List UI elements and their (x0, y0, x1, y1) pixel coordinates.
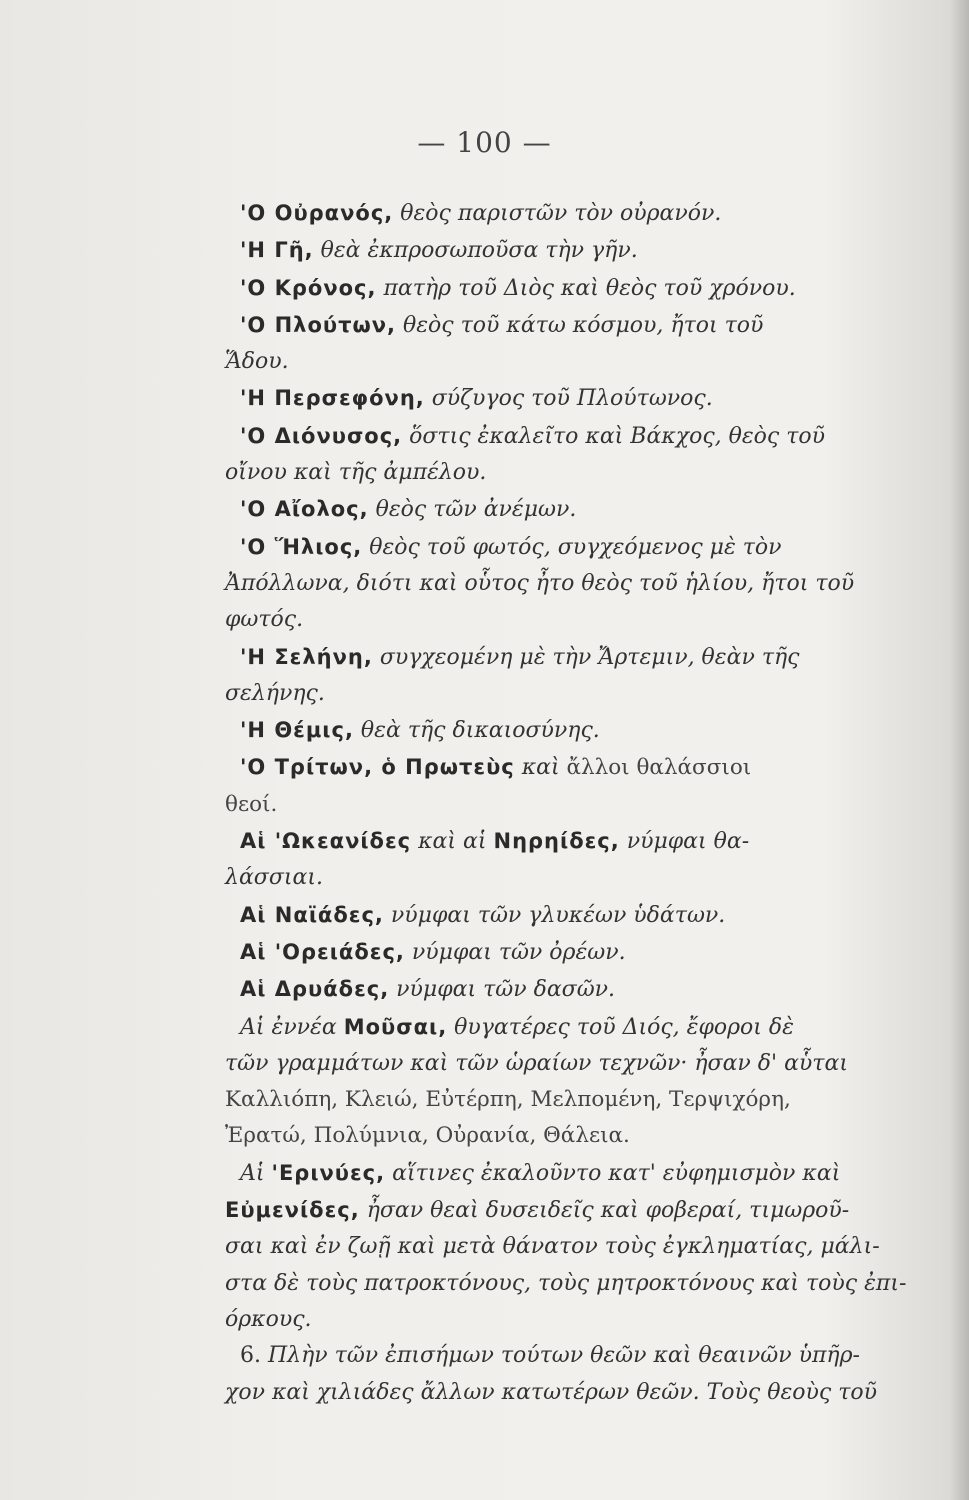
entry-text: νύμφαι θα- (619, 829, 750, 855)
entry-heading: Αἱ Ναϊάδες, (240, 902, 384, 927)
entry-heading: Νηρηίδες, (493, 829, 620, 854)
entry-continuation (225, 1192, 960, 1229)
entry-text: θυγατέρες τοῦ Διός, ἔφοροι δὲ (447, 1014, 794, 1040)
entry-selene (225, 639, 960, 676)
entry-heading: 'Ο Ἥλιος, (240, 534, 363, 559)
closing-paragraph (225, 1338, 960, 1374)
muses-names: Ἐρατώ, Πολύμνια, Οὐρανία, Θάλεια. (225, 1123, 630, 1149)
entry-kronos (225, 270, 960, 307)
entry-heading: Πρωτεὺς (396, 755, 515, 780)
entry-text: Αἱ (240, 1160, 272, 1186)
entry-naiades (225, 897, 960, 934)
entry-continuation: τῶν γραμμάτων καὶ τῶν ὡραίων τεχνῶν· ἦσαν δ' αὗται (225, 1050, 848, 1076)
entry-heading: 'Ο Αἴολος, (240, 497, 369, 522)
entry-continuation: Ἅδου. (225, 349, 289, 375)
entry-text: θεὰ ἐκπροσωποῦσα τὴν γῆν. (313, 238, 638, 264)
entry-oreiades (225, 934, 960, 971)
entry-text: Αἱ ἐννέα (240, 1014, 344, 1040)
entry-continuation: σαι καὶ ἐν ζωῇ καὶ μετὰ θάνατον τοὺς ἐγκληματίας, μάλι- (225, 1234, 880, 1260)
entry-heading: Αἱ Δρυάδες, (240, 977, 390, 1002)
entry-themis (225, 712, 960, 749)
entry-text: καὶ αἱ (411, 829, 494, 855)
entry-ouranos (225, 195, 960, 232)
page-body (225, 195, 960, 1411)
entry-plouton (225, 307, 960, 344)
entry-text: καὶ (514, 755, 560, 781)
entry-text: συγχεομένη μὲ τὴν Ἄρτεμιν, θεὰν τῆς (372, 644, 800, 670)
entry-heading: 'Η Γῆ, (240, 238, 314, 263)
entry-continuation: φωτός. (225, 607, 304, 633)
entry-text: ὅστις ἐκαλεῖτο καὶ Βάκχος, θεὸς τοῦ (402, 423, 826, 449)
page-number: — 100 — (417, 126, 552, 159)
entry-persephone (225, 380, 960, 417)
entry-text: νύμφαι τῶν δασῶν. (389, 977, 616, 1003)
entry-triton (225, 749, 960, 786)
entry-heading: Εὐμενίδες, (225, 1198, 360, 1223)
entry-continuation: στα δὲ τοὺς πατροκτόνους, τοὺς μητροκτόνους καὶ τοὺς ἐπι- (225, 1270, 907, 1296)
entry-text: θεὸς τοῦ κάτω κόσμου, ἤτοι τοῦ (396, 312, 764, 338)
entry-heading: 'Η Περσεφόνη, (240, 386, 425, 411)
entry-heading: 'Ο Οὐρανός, (240, 201, 394, 225)
entry-continuation: θεοί. (225, 791, 278, 817)
entry-aiolos (225, 491, 960, 528)
entry-heading: Αἱ 'Ωκεανίδες (240, 829, 412, 854)
entry-heading: 'Ο Διόνυσος, (240, 423, 403, 448)
entry-heading: 'Η Σελήνη, (240, 644, 373, 669)
entry-text: νύμφαι τῶν ὀρέων. (404, 939, 626, 965)
entry-continuation: Ἀπόλλωνα, διότι καὶ οὗτος ἦτο θεὸς τοῦ ἡλίου, ἤτοι τοῦ (225, 570, 855, 596)
paragraph-number: 6. (240, 1343, 261, 1369)
entry-dionysos (225, 418, 960, 455)
entry-text: σύζυγος τοῦ Πλούτωνος. (424, 386, 713, 412)
entry-heading: 'Ερινύες, (271, 1160, 386, 1185)
entry-oceanides (225, 823, 960, 860)
entry-heading: 'Ο Πλούτων, (240, 312, 397, 337)
entry-heading: Μοῦσαι, (343, 1014, 448, 1039)
entry-heading: 'Ο Κρόνος, (240, 275, 377, 300)
entry-heading: 'Ο Τρίτων, ὁ (240, 755, 397, 780)
entry-continuation: όρκους. (225, 1306, 312, 1332)
entry-heading: 'Η Θέμις, (240, 718, 354, 743)
entry-text: πατὴρ τοῦ Διὸς καὶ θεὸς τοῦ χρόνου. (376, 275, 796, 301)
entry-dryades (225, 971, 960, 1008)
entry-text: ἦσαν θεαὶ δυσειδεῖς καὶ φοβεραί, τιμωροῦ- (359, 1198, 850, 1224)
entry-text: αἵτινες ἐκαλοῦντο κατ' εὐφημισμὸν καὶ (385, 1160, 841, 1186)
entry-continuation: χον καὶ χιλιάδες ἄλλων κατωτέρων θεῶν. Τοὺς θεοὺς τοῦ (225, 1379, 877, 1405)
entry-continuation: λάσσιαι. (225, 865, 323, 891)
entry-text: Πλὴν τῶν ἐπισήμων τούτων θεῶν καὶ θεαινῶν ὑπῆρ- (261, 1343, 860, 1369)
entry-continuation: οἴνου καὶ τῆς ἀμπέλου. (225, 460, 487, 486)
entry-heading: Αἱ 'Ορειάδες, (240, 939, 405, 964)
entry-mousai (225, 1009, 960, 1046)
entry-erinyes (225, 1155, 960, 1192)
entry-continuation: σελήνης. (225, 680, 325, 706)
entry-gi (225, 232, 960, 269)
entry-text: θεὸς τοῦ φωτός, συγχεόμενος μὲ τὸν (362, 534, 782, 560)
entry-text: θεὸς τῶν ἀνέμων. (368, 497, 577, 523)
muses-names: Καλλιόπη, Κλειώ, Εὐτέρπη, Μελπομένη, Τερψιχόρη, (225, 1087, 791, 1113)
entry-helios (225, 529, 960, 566)
entry-text: ἄλλοι θαλάσσιοι (559, 755, 752, 781)
entry-text: θεὸς παριστῶν τὸν οὐρανόν. (393, 201, 722, 226)
entry-text: νύμφαι τῶν γλυκέων ὑδάτων. (383, 902, 726, 928)
entry-text: θεὰ τῆς δικαιοσύνης. (353, 718, 600, 744)
